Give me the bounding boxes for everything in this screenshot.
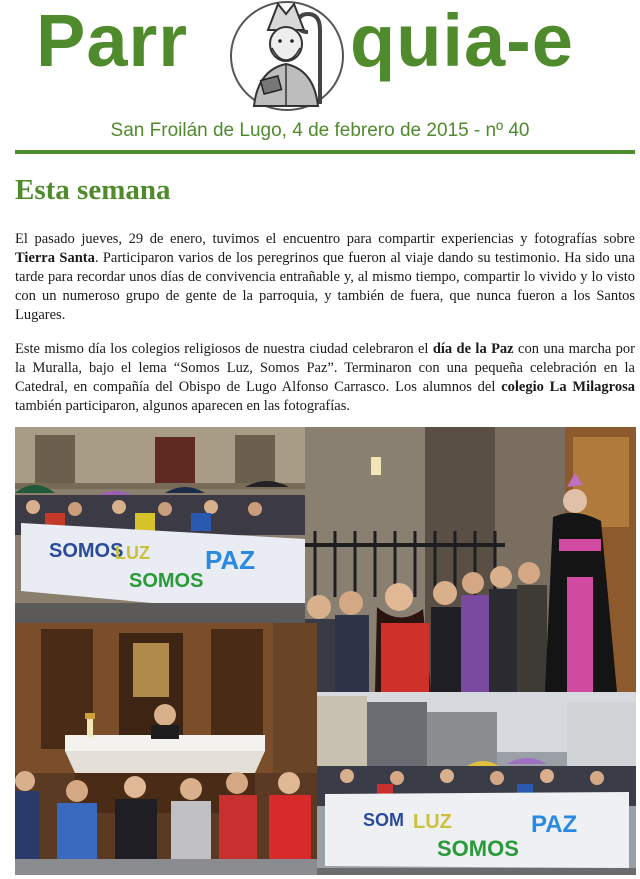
svg-text:PAZ: PAZ xyxy=(531,811,578,838)
title-right: quia-e xyxy=(350,0,574,82)
banner-word-somos-bottom: SOMOS xyxy=(129,570,204,592)
paragraph-1-text-b: . Participaron varios de los peregrinos que fueron al viaje dando su testimonio. Ha sido una tarde para recordar unos días de convivencia entrañable y, al mismo tiempo, compartir lo vivido y lo visto con un numeroso grupo de gente de la parroquia, y también de fuera, que nunca fueron a los Santos Lugares. xyxy=(15,250,635,323)
paragraph-dia-de-la-paz xyxy=(15,340,635,416)
photo-march-banner-umbrellas xyxy=(15,427,305,623)
saint-bishop-logo-icon xyxy=(228,0,346,112)
banner-word-somos-top: SOMOS xyxy=(49,540,124,562)
photo-collage xyxy=(15,427,636,875)
banner-word-luz: LUZ xyxy=(115,543,150,563)
photo-bishop-with-children xyxy=(305,427,636,692)
header-divider xyxy=(15,150,635,154)
paragraph-2-text-c: también participaron, algunos aparecen en las fotografías. xyxy=(15,398,350,414)
paragraph-2-bold-dia-de-la-paz: día de la Paz xyxy=(432,341,514,357)
paragraph-2-bold-colegio: colegio La Milagrosa xyxy=(501,379,635,395)
paragraph-1-text-a: El pasado jueves, 29 de enero, tuvimos el encuentro para compartir experiencias y fotografías sobre xyxy=(15,231,635,247)
paragraph-1-bold-tierra-santa: Tierra Santa xyxy=(15,250,95,266)
issue-subtitle: San Froilán de Lugo, 4 de febrero de 2015 - nº 40 xyxy=(110,120,530,141)
banner-word-paz: PAZ xyxy=(205,545,256,575)
masthead xyxy=(0,0,640,118)
svg-text:SOM: SOM xyxy=(363,810,405,830)
paragraph-2-text-a: Este mismo día los colegios religiosos de nuestra ciudad celebraron el xyxy=(15,341,433,357)
svg-text:LUZ: LUZ xyxy=(413,811,452,833)
photo-march-on-wall xyxy=(317,692,636,875)
title-left: Parr xyxy=(36,0,189,82)
svg-text:SOMOS: SOMOS xyxy=(437,836,519,861)
photo-children-at-altar xyxy=(15,623,317,875)
paragraph-2-text-b: con una marcha por la Muralla, bajo el lema “Somos Luz, Somos Paz”. Terminaron con una pequeña celebración en la Catedral, en compañía del Obispo de Lugo Alfonso Carrasco. Los alumnos del xyxy=(15,341,636,395)
paragraph-tierra-santa xyxy=(15,230,635,325)
section-heading: Esta semana xyxy=(15,174,171,206)
